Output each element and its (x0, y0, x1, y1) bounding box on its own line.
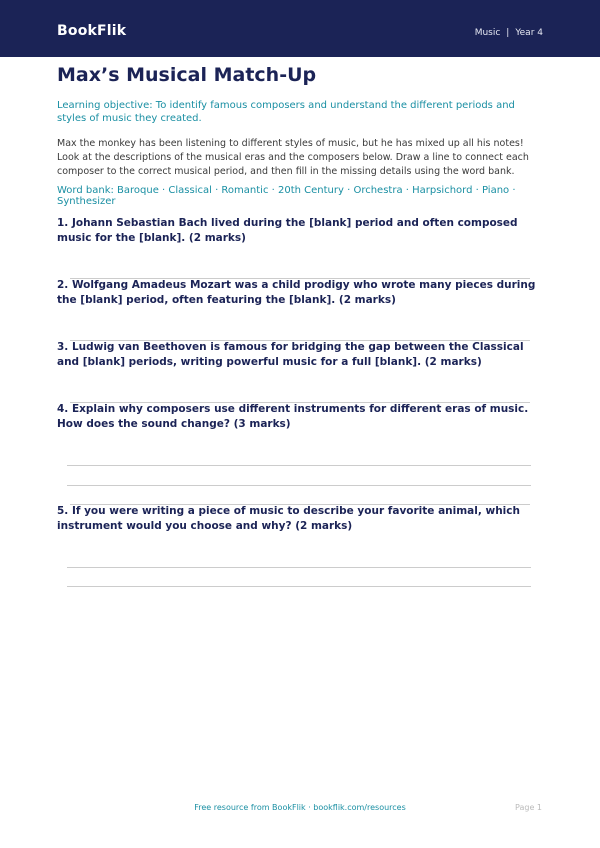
answer-line[interactable] (67, 567, 531, 568)
subject-label: Music (474, 28, 501, 38)
intro-paragraph: Max the monkey has been listening to different styles of music, but he has mixed up all his notes! Look at the descriptions of the musical eras and the composers below. Draw a line to connect each composer to the correct musical period, and then fill in the missing details using the word bank. (57, 138, 529, 177)
brand-logo-text[interactable]: BookFlik (57, 23, 127, 39)
question-4: 4. Explain why composers use different instruments for different eras of music. How does the sound change? (3 marks) (57, 403, 529, 430)
answer-line[interactable] (67, 586, 531, 587)
learning-objective: Learning objective: To identify famous composers and understand the different periods and styles of music they created. (57, 100, 515, 124)
year-label: Year 4 (515, 28, 543, 38)
breadcrumb-separator: | (506, 28, 510, 38)
question-3: 3. Ludwig van Beethoven is famous for bridging the gap between the Classical and [blank] periods, writing powerful music for a full [blank]. (2 marks) (57, 341, 524, 368)
question-2: 2. Wolfgang Amadeus Mozart was a child prodigy who wrote many pieces during the [blank] period, often featuring the [blank]. (2 marks) (57, 279, 536, 306)
word-bank: Word bank: Baroque · Classical · Romantic · 20th Century · Orchestra · Harpsichord · Piano · Synthesizer (57, 185, 516, 207)
header-bar (0, 0, 600, 57)
question-1: 1. Johann Sebastian Bach lived during the [blank] period and often composed music for the [blank]. (2 marks) (57, 217, 518, 244)
footer-credit[interactable]: Free resource from BookFlik · bookflik.com/resources (194, 803, 406, 812)
answer-line[interactable] (67, 465, 531, 466)
breadcrumb (475, 28, 543, 38)
answer-line[interactable] (67, 485, 531, 486)
page-title: Max’s Musical Match-Up (57, 64, 317, 86)
question-5: 5. If you were writing a piece of music to describe your favorite animal, which instrument would you choose and why? (2 marks) (57, 505, 520, 532)
page-number: Page 1 (515, 803, 542, 812)
